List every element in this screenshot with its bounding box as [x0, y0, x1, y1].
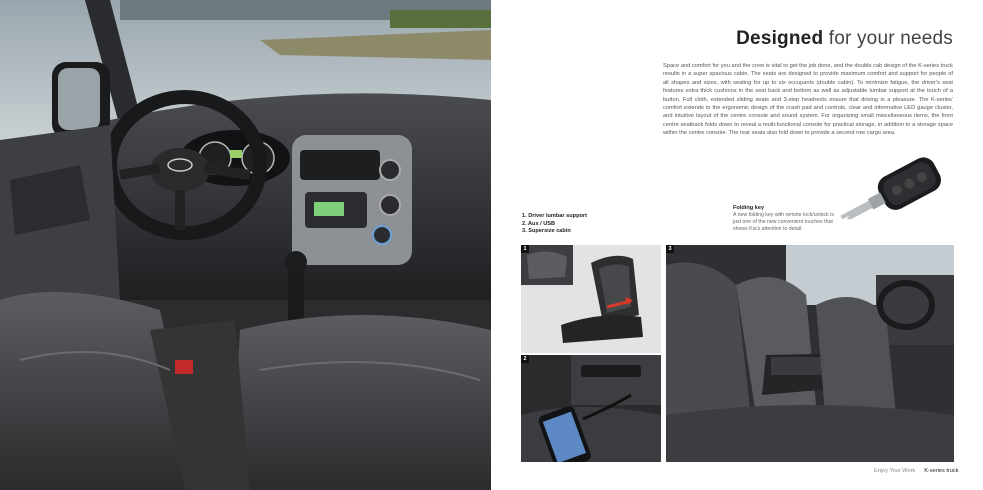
feature-item: 3. Supersize cabin — [522, 228, 571, 235]
footer-tagline: Enjoy Your Work — [874, 468, 916, 474]
folding-key-title: Folding key — [733, 205, 765, 211]
photo-number-badge: 3 — [666, 245, 674, 253]
cabin-interior-photo — [0, 0, 491, 490]
photo-number-badge: 1 — [521, 245, 529, 253]
page-title — [736, 28, 953, 50]
page-title-bold: Designed — [736, 28, 824, 49]
aux-usb-photo — [521, 355, 661, 462]
feature-item: 2. Aux / USB — [522, 220, 556, 227]
page-title-light: for your needs — [823, 28, 953, 49]
feature-list — [522, 213, 587, 236]
feature-item: 1. Driver lumbar support — [522, 213, 587, 219]
footer-product-name: K-series truck — [924, 468, 959, 474]
folding-key-caption — [733, 205, 839, 233]
folding-key-photo — [836, 150, 954, 242]
lumbar-support-photo — [521, 245, 661, 353]
page-footer — [874, 468, 958, 474]
folding-key-text: A new folding key with remote lock/unlock is just one of the new convenient touches that shows Kia's attention to detail. — [733, 212, 834, 232]
supersize-cabin-photo — [666, 245, 954, 462]
body-paragraph: Space and comfort for you and the crew is vital to get the job done, and the double cab design of the K-series truck results in a super spacious cabin. The seats are designed to provide maximum comfort and support for people of all shapes and sizes, with seating for up to six occupants (double cabin). To minimize fatigue, the driver's seat features extra thick cushions in the seat back and bottom as well as adjustable lumbar support at the touch of a button. Full cloth, extended sliding seats and 3-step headrests ensure that driving is a pleasure. The K-series' comfort extends to the ergonomic design of the crash pad and controls, clear and informative LED gauge cluster, and intuitive layout of the centre console and sound system. For organizing small miscellaneous items, the front centre seatback folds down to reveal a multi-functional console for practical storage, in addition to a storage space within the centre console. The rear seats also fold down to provide a second row cargo area. — [663, 63, 953, 137]
photo-number-badge: 2 — [521, 355, 529, 363]
